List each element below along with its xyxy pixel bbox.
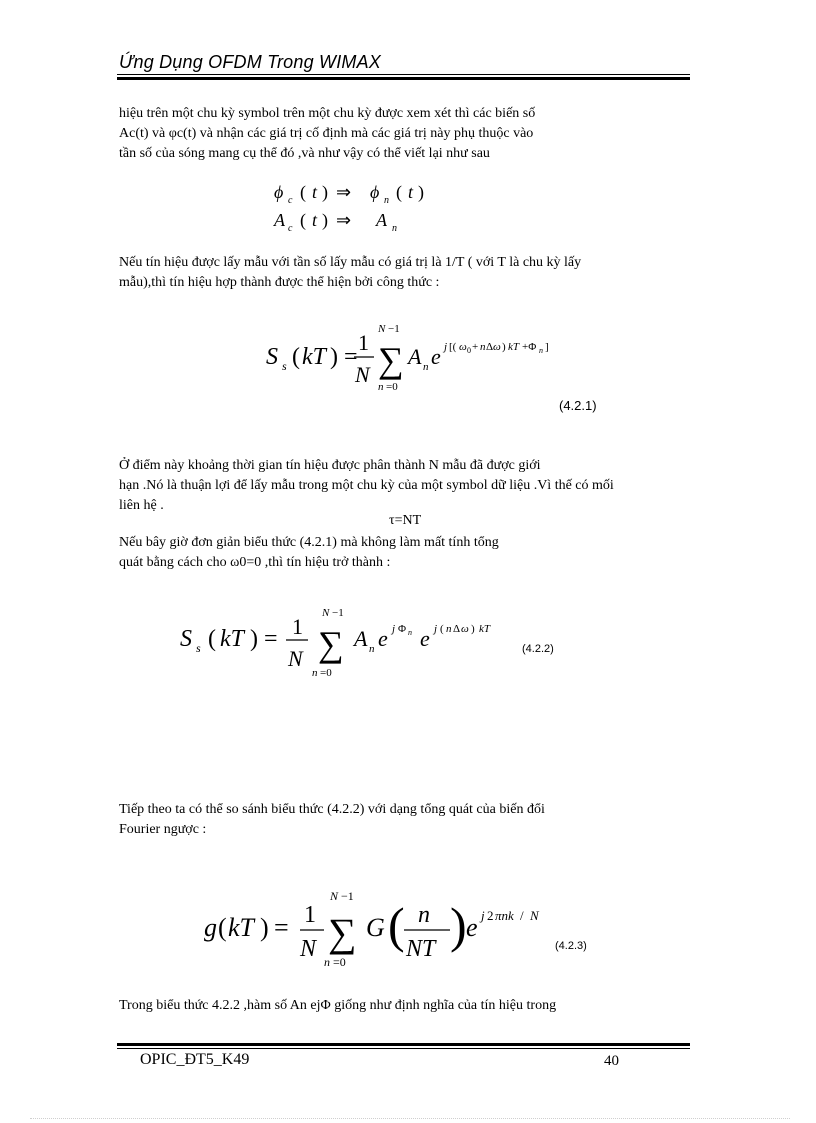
svg-text:): ) [418, 182, 424, 202]
page-bottom-dotted-line [30, 1118, 790, 1119]
svg-text:): ) [502, 341, 506, 353]
header-rule-thick [117, 77, 690, 80]
svg-text:1: 1 [304, 902, 316, 928]
paragraph-4 [119, 533, 499, 573]
svg-text:e: e [466, 913, 478, 942]
svg-text:(: ( [440, 623, 444, 635]
svg-text:⇒: ⇒ [336, 182, 352, 202]
equation-number-4-2-3: (4.2.3) [555, 940, 587, 952]
formula-phi-a [270, 178, 450, 236]
svg-text:kT: kT [479, 623, 490, 635]
svg-text:1: 1 [358, 330, 369, 355]
svg-text:N: N [300, 936, 317, 962]
svg-text:N: N [288, 646, 303, 671]
paragraph-line: Nếu bây giờ đơn giản biểu thức (4.2.1) mà không làm mất tính tổng [119, 535, 499, 550]
svg-text:): ) [471, 623, 475, 635]
svg-text:n: n [423, 361, 429, 373]
svg-text:j: j [481, 908, 485, 923]
svg-text:c: c [288, 195, 293, 206]
svg-text:=0: =0 [333, 955, 346, 969]
svg-text:): ) [322, 182, 328, 202]
paragraph-line: Nếu tín hiệu được lấy mẫu với tần số lấy mẫu có giá trị là 1/T ( với T là chu kỳ lấy [119, 255, 582, 270]
svg-text:n: n [418, 902, 430, 928]
svg-text:/: / [520, 908, 524, 923]
paragraph-line: hạn .Nó là thuận lợi để lấy mẫu trong một chu kỳ của một symbol dữ liệu .Vì thế có mối [119, 478, 614, 493]
svg-text:∑: ∑ [328, 910, 357, 955]
svg-text:N: N [530, 908, 539, 923]
svg-text:s: s [282, 359, 287, 373]
svg-text:(: ( [292, 344, 300, 370]
svg-text:N: N [355, 362, 370, 387]
svg-text:N: N [322, 607, 330, 619]
paragraph-line: hiệu trên một chu kỳ symbol trên một chu kỳ được xem xét thì các biến số [119, 106, 536, 121]
svg-text:g: g [204, 913, 217, 942]
svg-text:S: S [266, 344, 278, 370]
svg-text:⇒: ⇒ [336, 210, 352, 230]
equation-number-4-2-1: (4.2.1) [559, 398, 597, 413]
svg-text:A: A [408, 344, 422, 369]
svg-text:=0: =0 [386, 381, 398, 393]
paragraph-3 [119, 456, 614, 516]
svg-text:): ) [250, 626, 258, 652]
svg-text:(: ( [396, 182, 402, 202]
equation-4-2-2 [176, 604, 536, 684]
svg-text:Φ: Φ [398, 623, 407, 635]
paragraph-line: quát bằng cách cho ω0=0 ,thì tín hiệu trở thành : [119, 555, 391, 570]
svg-text:−1: −1 [388, 323, 400, 335]
svg-text:[(: [( [449, 341, 457, 353]
svg-text:(: ( [300, 182, 306, 202]
paragraph-2 [119, 253, 581, 293]
svg-text:c: c [288, 223, 293, 234]
svg-text:n: n [446, 623, 452, 635]
svg-text:kT: kT [302, 344, 326, 370]
tau-relation: τ=NT [389, 513, 422, 528]
svg-text:kT: kT [220, 626, 244, 652]
svg-text:∑: ∑ [318, 624, 344, 664]
svg-text:NT: NT [406, 936, 436, 962]
footer-rule-thin [117, 1048, 690, 1049]
svg-text:πnk: πnk [495, 908, 514, 923]
svg-text:n: n [480, 341, 486, 353]
svg-text:): ) [260, 913, 269, 942]
svg-text:n: n [312, 667, 318, 679]
equation-number-4-2-2: (4.2.2) [522, 643, 554, 655]
paragraph-line: Ở điểm này khoảng thời gian tín hiệu được phân thành N mẫu đã được giới [119, 458, 541, 473]
svg-text:Δ: Δ [486, 341, 494, 353]
svg-text:e: e [378, 626, 388, 651]
svg-text:−1: −1 [332, 607, 344, 619]
paragraph-line: Ac(t) và φc(t) và nhận các giá trị cố định mà các giá trị này phụ thuộc vào [119, 126, 534, 141]
svg-text:+Φ: +Φ [522, 341, 537, 353]
header-title: Ứng Dụng OFDM Trong WIMAX [119, 52, 382, 72]
svg-text:]: ] [545, 341, 549, 353]
paragraph-line: liên hệ . [119, 498, 164, 513]
paragraph-line: Tiếp theo ta có thể so sánh biểu thức (4.2.2) với dạng tổng quát của biến đổi [119, 802, 545, 817]
svg-text:A: A [376, 210, 387, 230]
svg-text:A: A [354, 626, 368, 651]
svg-text:n: n [408, 628, 412, 637]
paragraph-line: Trong biểu thức 4.2.2 ,hàm số An ejΦ giống như định nghĩa của tín hiệu trong [119, 998, 557, 1013]
svg-text:n: n [369, 643, 375, 655]
equation-4-2-1 [260, 312, 580, 402]
svg-text:+: + [472, 341, 479, 353]
svg-text:=: = [274, 913, 289, 942]
svg-text:t: t [408, 182, 414, 202]
svg-text:ϕ: ϕ [370, 182, 380, 202]
svg-text:N: N [378, 323, 386, 335]
svg-text:2: 2 [487, 908, 494, 923]
equation-4-2-3 [200, 880, 570, 970]
svg-text:): ) [450, 897, 467, 953]
svg-text:G: G [366, 913, 385, 942]
svg-text:(: ( [218, 913, 227, 942]
svg-text:s: s [196, 641, 201, 655]
paragraph-line: mẫu),thì tín hiệu hợp thành được thể hiện bởi công thức : [119, 275, 440, 290]
paragraph-line: tần số của sóng mang cụ thể đó ,và như vậy có thể viết lại như sau [119, 146, 490, 161]
svg-text:A: A [274, 210, 285, 230]
svg-text:−1: −1 [341, 889, 354, 903]
svg-text:j: j [444, 341, 448, 353]
svg-text:): ) [322, 210, 328, 230]
svg-text:(: ( [208, 626, 216, 652]
svg-text:ϕ: ϕ [274, 182, 284, 202]
svg-text:∑: ∑ [378, 340, 404, 380]
svg-text:e: e [420, 626, 430, 651]
svg-text:kT: kT [508, 341, 519, 353]
paragraph-5 [119, 800, 545, 840]
svg-text:j: j [392, 623, 396, 635]
svg-text:(: ( [388, 897, 405, 953]
svg-text:t: t [312, 210, 318, 230]
svg-text:j: j [434, 623, 438, 635]
svg-text:n: n [392, 223, 397, 234]
svg-text:S: S [180, 626, 192, 652]
svg-text:=0: =0 [320, 667, 332, 679]
svg-text:Δ: Δ [453, 623, 461, 635]
svg-text:) =: ) = [330, 344, 358, 370]
svg-text:N: N [330, 889, 339, 903]
svg-text:1: 1 [292, 614, 303, 639]
svg-text:n: n [539, 346, 543, 355]
svg-text:t: t [312, 182, 318, 202]
paragraph-6 [119, 996, 556, 1016]
svg-text:=: = [264, 626, 278, 652]
svg-text:n: n [378, 381, 384, 393]
svg-text:(: ( [300, 210, 306, 230]
svg-text:e: e [431, 344, 441, 369]
svg-text:ω: ω [493, 341, 501, 353]
svg-text:n: n [324, 955, 330, 969]
page-number: 40 [604, 1053, 619, 1069]
svg-text:n: n [384, 195, 389, 206]
paragraph-1 [119, 104, 535, 164]
svg-text:kT: kT [228, 913, 254, 942]
footer-label: OPIC_ĐT5_K49 [140, 1051, 250, 1068]
svg-text:ω: ω [459, 341, 467, 353]
svg-text:ω: ω [461, 623, 469, 635]
header-rule-thin [117, 74, 690, 75]
svg-text:0: 0 [467, 346, 471, 355]
paragraph-line: Fourier ngược : [119, 822, 207, 837]
footer-rule-thick [117, 1043, 690, 1046]
